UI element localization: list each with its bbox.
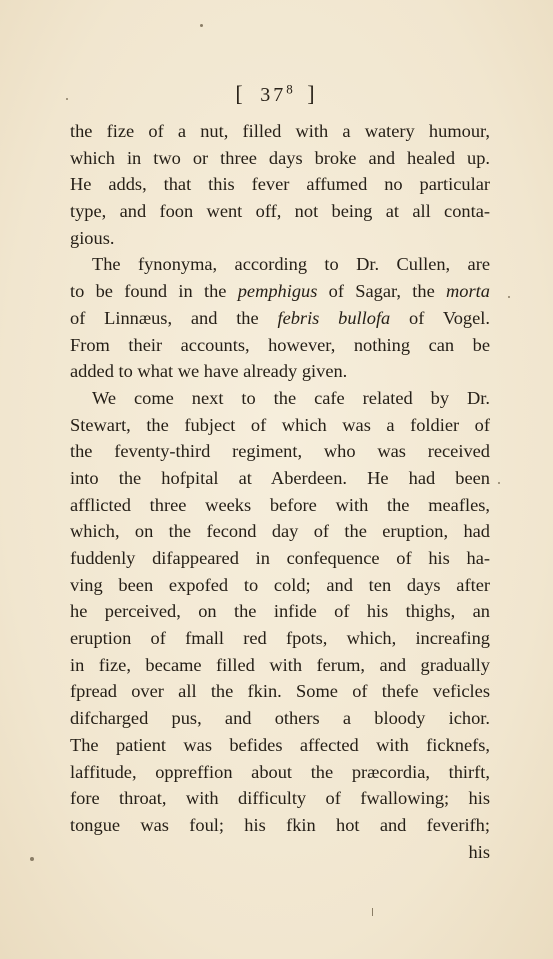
text-line: Stewart, the fubject of which was a foldier of [70,414,490,435]
text-line: He adds, that this fever affumed no particular [70,174,490,195]
page-header [0,81,553,107]
text-line: in fize, became filled with ferum, and gradually [70,654,490,675]
text-line: the feventy-third regiment, who was received [70,441,490,462]
paper-speck [66,98,68,100]
italic-term: febris bullofa [277,307,391,328]
text-line: fore throat, with difficulty of fwallowing; his [70,788,490,809]
text-line: type, and foon went off, not being at all conta- [70,201,490,222]
paper-speck [200,24,203,27]
text-line: he perceived, on the infide of his thighs, an [70,601,490,622]
text-line: which, on the fecond day of the eruption, had [70,521,490,542]
text-line: ving been expofed to cold; and ten days after [70,574,490,595]
text-line: difcharged pus, and others a bloody ichor. [70,708,490,729]
header-close-bracket: ] [307,81,318,106]
text-line: into the hofpital at Aberdeen. He had been [70,467,490,488]
text-line: afflicted three weeks before with the meafles, [70,494,490,515]
text-line: which in two or three days broke and healed up. [70,147,490,168]
text-line: laffitude, oppreffion about the præcordia, thirft, [70,761,490,782]
text-line: fpread over all the fkin. Some of thefe veficles [70,681,490,702]
body-text [70,118,490,865]
paragraph-start-line: The fynonyma, according to Dr. Cullen, are [92,254,490,275]
paper-speck [498,482,500,484]
paper-speck [30,857,34,861]
text-line: tongue was foul; his fkin hot and feverifh; [70,814,490,835]
text-line: fuddenly difappeared in confequence of his ha- [70,548,490,568]
italic-term: morta [446,281,490,302]
italic-term: pemphigus [237,281,318,302]
text-line: added to what we have already given. [70,361,348,382]
text-line: eruption of fmall red fpots, which, increafing [70,628,490,649]
paper-speck [372,908,373,916]
text-line: to be found in the pemphigus of Sagar, the morta [70,281,490,302]
text-line: The patient was befides affected with ficknefs, [70,734,490,755]
paper-speck [508,296,510,298]
header-open-bracket: [ [235,81,246,106]
text-line: of Linnæus, and the febris bullofa of Vogel. [70,307,490,328]
text-line: From their accounts, however, nothing can be [70,334,490,355]
page-number: $37^8$ [260,81,293,106]
text-line: gious. [70,227,115,248]
catchword: his [468,841,490,862]
paragraph-start-line: We come next to the cafe related by Dr. [92,387,490,408]
text-line: the fize of a nut, filled with a watery humour, [70,121,490,141]
